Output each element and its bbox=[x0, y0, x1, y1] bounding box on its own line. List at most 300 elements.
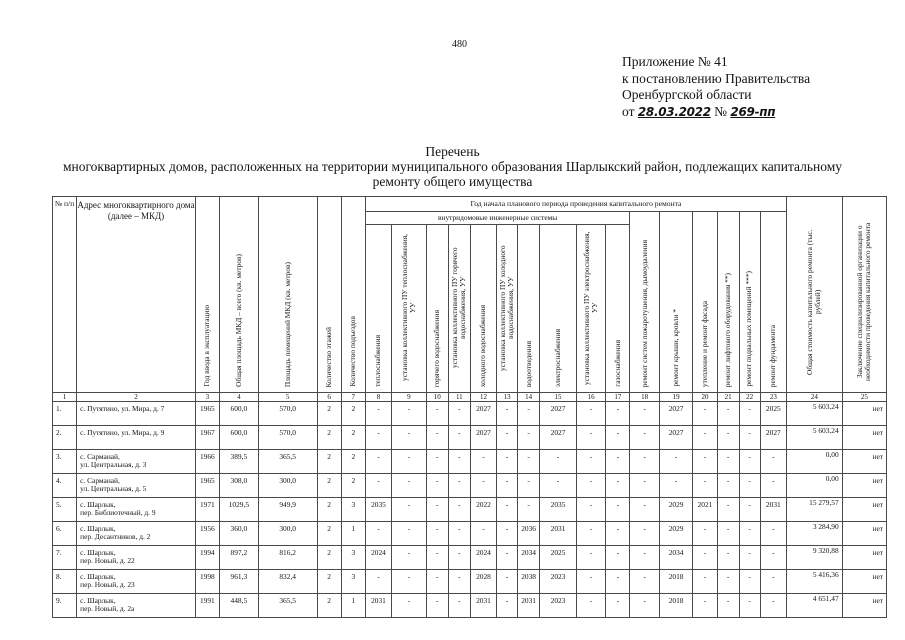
cell-c9: - bbox=[392, 594, 427, 618]
table-row bbox=[53, 498, 887, 522]
row-address bbox=[77, 474, 196, 498]
cell-c13: - bbox=[497, 498, 518, 522]
table-row bbox=[53, 594, 887, 618]
cell-premises: 300,0 bbox=[258, 522, 317, 546]
cell-c22: - bbox=[739, 570, 760, 594]
cell-c18: - bbox=[630, 402, 659, 426]
cell-c19: 2029 bbox=[659, 498, 693, 522]
header-foundation: ремонт фундамента bbox=[768, 324, 778, 387]
cell-c22: - bbox=[739, 522, 760, 546]
cell-year: 1991 bbox=[195, 594, 219, 618]
header-fire: ремонт систем пожаротушения, дымоудаления bbox=[639, 239, 649, 387]
header-pu-heat: установка коллективного ПУ теплоснабжения, УУ bbox=[399, 234, 417, 382]
header-internal-group: внутридомовые инженерные системы bbox=[365, 212, 630, 225]
cell-c17: - bbox=[606, 474, 630, 498]
cell-c12: - bbox=[470, 450, 496, 474]
cell-c10: - bbox=[426, 474, 448, 498]
row-total-cost: 4 651,47 bbox=[787, 594, 843, 618]
cell-total: 360,0 bbox=[219, 522, 258, 546]
cell-premises: 365,5 bbox=[258, 450, 317, 474]
cell-c18: - bbox=[630, 498, 659, 522]
cell-entr: 1 bbox=[341, 522, 365, 546]
cell-c22: - bbox=[739, 402, 760, 426]
cell-c18: - bbox=[630, 570, 659, 594]
header-premises-area: Площадь помещений МКД (кв. метров) bbox=[282, 261, 292, 387]
cell-c10: - bbox=[426, 522, 448, 546]
cell-c22: - bbox=[739, 474, 760, 498]
cell-c17: - bbox=[606, 450, 630, 474]
header-floors: Количество этажей bbox=[324, 326, 334, 387]
cell-total: 600,0 bbox=[219, 426, 258, 450]
cell-c12: 2022 bbox=[470, 498, 496, 522]
row-conclusion: нет bbox=[842, 594, 886, 618]
cell-c14: 2038 bbox=[518, 570, 540, 594]
cell-c21: - bbox=[717, 522, 739, 546]
cell-c11: - bbox=[448, 426, 470, 450]
cell-c16: - bbox=[576, 594, 605, 618]
cell-c15: 2023 bbox=[540, 594, 577, 618]
cell-c10: - bbox=[426, 426, 448, 450]
cell-c9: - bbox=[392, 402, 427, 426]
cell-premises: 816,2 bbox=[258, 546, 317, 570]
cell-c11: - bbox=[448, 498, 470, 522]
cell-c14: 2031 bbox=[518, 594, 540, 618]
row-total-cost: 15 279,57 bbox=[787, 498, 843, 522]
cell-c8: - bbox=[365, 402, 391, 426]
column-number: 15 bbox=[540, 393, 577, 402]
cell-c17: - bbox=[606, 594, 630, 618]
table-row bbox=[53, 474, 887, 498]
cell-c21: - bbox=[717, 426, 739, 450]
column-number: 22 bbox=[739, 393, 760, 402]
cell-c12: 2027 bbox=[470, 426, 496, 450]
cell-c15: - bbox=[540, 450, 577, 474]
cell-c9: - bbox=[392, 570, 427, 594]
row-address-line-1: с. Шарлык, bbox=[80, 524, 116, 534]
cell-floors: 2 bbox=[317, 498, 341, 522]
cell-c13: - bbox=[497, 570, 518, 594]
cell-c20: - bbox=[693, 594, 717, 618]
cell-c9: - bbox=[392, 546, 427, 570]
row-address-line-1: с. Сарманай, bbox=[80, 452, 120, 462]
cell-c22: - bbox=[739, 426, 760, 450]
cell-c18: - bbox=[630, 522, 659, 546]
cell-floors: 2 bbox=[317, 426, 341, 450]
cell-c10: - bbox=[426, 450, 448, 474]
cell-c18: - bbox=[630, 546, 659, 570]
cell-c17: - bbox=[606, 522, 630, 546]
column-number: 9 bbox=[392, 393, 427, 402]
header-conclusion: Заключение специализированной организации о необходимости проведения капитального ремонта bbox=[855, 222, 873, 382]
annex-block bbox=[622, 54, 810, 120]
cell-c12: - bbox=[470, 522, 496, 546]
cell-c13: - bbox=[497, 594, 518, 618]
cell-c21: - bbox=[717, 594, 739, 618]
cell-premises: 832,4 bbox=[258, 570, 317, 594]
cell-c20: - bbox=[693, 522, 717, 546]
row-address-line-2: пер. Библиотечный, д. 9 bbox=[80, 508, 156, 518]
table-body bbox=[53, 393, 887, 618]
cell-c21: - bbox=[717, 498, 739, 522]
cell-c20: 2021 bbox=[693, 498, 717, 522]
cell-c21: - bbox=[717, 402, 739, 426]
cell-c13: - bbox=[497, 522, 518, 546]
cell-c18: - bbox=[630, 594, 659, 618]
cell-c8: - bbox=[365, 570, 391, 594]
row-number: 4. bbox=[53, 474, 77, 498]
header-elevator: ремонт лифтового оборудования **) bbox=[722, 272, 732, 387]
cell-c16: - bbox=[576, 522, 605, 546]
cell-total: 1029,5 bbox=[219, 498, 258, 522]
header-plan-group: Год начала планового периода проведения капитального ремонта bbox=[365, 197, 786, 212]
cell-c11: - bbox=[448, 402, 470, 426]
row-total-cost: 5 603,24 bbox=[787, 402, 843, 426]
row-address bbox=[77, 426, 196, 450]
cell-c14: - bbox=[518, 426, 540, 450]
header-hot-water: горячего водоснабжения bbox=[432, 309, 442, 387]
cell-premises: 949,9 bbox=[258, 498, 317, 522]
header-total-area: Общая площадь МКД – всего (кв. метров) bbox=[233, 254, 243, 387]
row-address-line-2: ул. Центральная, д. 3 bbox=[80, 460, 147, 470]
cell-c11: - bbox=[448, 450, 470, 474]
cell-c23: 2027 bbox=[760, 426, 786, 450]
cell-c23: 2025 bbox=[760, 402, 786, 426]
cell-c23: - bbox=[760, 570, 786, 594]
row-total-cost: 5 416,36 bbox=[787, 570, 843, 594]
row-number: 6. bbox=[53, 522, 77, 546]
cell-c17: - bbox=[606, 570, 630, 594]
cell-c14: 2036 bbox=[518, 522, 540, 546]
cell-c8: 2035 bbox=[365, 498, 391, 522]
cell-entr: 2 bbox=[341, 474, 365, 498]
cell-c9: - bbox=[392, 498, 427, 522]
cell-entr: 2 bbox=[341, 426, 365, 450]
header-power: электроснабжения bbox=[552, 328, 562, 387]
header-heating: теплоснабжения bbox=[373, 335, 383, 387]
table-row bbox=[53, 570, 887, 594]
cell-c21: - bbox=[717, 570, 739, 594]
column-number: 1 bbox=[53, 393, 77, 402]
cell-c12: 2031 bbox=[470, 594, 496, 618]
cell-c19: - bbox=[659, 474, 693, 498]
row-address bbox=[77, 570, 196, 594]
annex-line-2: к постановлению Правительства bbox=[622, 70, 811, 86]
table-head bbox=[53, 197, 887, 393]
cell-c16: - bbox=[576, 426, 605, 450]
row-number: 1. bbox=[53, 402, 77, 426]
cell-floors: 2 bbox=[317, 594, 341, 618]
cell-c12: 2024 bbox=[470, 546, 496, 570]
cell-c17: - bbox=[606, 402, 630, 426]
cell-c22: - bbox=[739, 546, 760, 570]
document-title bbox=[0, 144, 905, 189]
header-cold-water: холодного водоснабжения bbox=[478, 304, 488, 387]
header-gas: газоснабжения bbox=[612, 340, 622, 387]
cell-c14: - bbox=[518, 498, 540, 522]
header-year-built: Год ввода в эксплуатацию bbox=[202, 305, 212, 387]
annex-number: 269-пп bbox=[730, 104, 776, 119]
column-number: 2 bbox=[77, 393, 196, 402]
cell-c22: - bbox=[739, 498, 760, 522]
header-basement: ремонт подвальных помещений ***) bbox=[744, 271, 754, 387]
row-address-line-1: с. Сарманай, bbox=[80, 476, 120, 486]
header-pu-hot: установка коллективного ПУ горячего водоснабжения, УУ bbox=[450, 247, 468, 369]
row-address-line-1: с. Шарлык, bbox=[80, 500, 116, 510]
row-address bbox=[77, 498, 196, 522]
cell-c23: - bbox=[760, 474, 786, 498]
row-number: 5. bbox=[53, 498, 77, 522]
column-numbers-row bbox=[53, 393, 887, 402]
row-total-cost: 0,00 bbox=[787, 474, 843, 498]
cell-c12: 2027 bbox=[470, 402, 496, 426]
cell-year: 1966 bbox=[195, 450, 219, 474]
cell-entr: 3 bbox=[341, 546, 365, 570]
cell-c11: - bbox=[448, 546, 470, 570]
cell-c16: - bbox=[576, 546, 605, 570]
row-address-line-2: пер. Новый, д. 23 bbox=[80, 580, 135, 590]
title-line-2: многоквартирных домов, расположенных на территории муниципального образования Шарлыкский район, подлежащих капитальному ремонту общего имущества bbox=[62, 159, 843, 189]
annex-prefix: от bbox=[622, 103, 635, 119]
header-roof: ремонт крыши, кровли * bbox=[671, 309, 680, 387]
row-conclusion: нет bbox=[842, 474, 886, 498]
table-row bbox=[53, 426, 887, 450]
header-entrances: Количество подъездов bbox=[348, 316, 358, 387]
cell-c12: 2028 bbox=[470, 570, 496, 594]
cell-c20: - bbox=[693, 570, 717, 594]
cell-c10: - bbox=[426, 402, 448, 426]
column-number: 21 bbox=[717, 393, 739, 402]
cell-total: 448,5 bbox=[219, 594, 258, 618]
cell-premises: 300,0 bbox=[258, 474, 317, 498]
header-num: № п/п bbox=[53, 197, 77, 393]
cell-year: 1956 bbox=[195, 522, 219, 546]
cell-c15: 2023 bbox=[540, 570, 577, 594]
row-address-line-1: с. Шарлык, bbox=[80, 572, 116, 582]
cell-c23: - bbox=[760, 522, 786, 546]
cell-c15: 2025 bbox=[540, 546, 577, 570]
cell-year: 1994 bbox=[195, 546, 219, 570]
cell-c15: 2027 bbox=[540, 426, 577, 450]
cell-c19: - bbox=[659, 450, 693, 474]
cell-total: 308,0 bbox=[219, 474, 258, 498]
row-number: 9. bbox=[53, 594, 77, 618]
cell-c20: - bbox=[693, 426, 717, 450]
cell-c16: - bbox=[576, 498, 605, 522]
cell-floors: 2 bbox=[317, 546, 341, 570]
cell-c10: - bbox=[426, 594, 448, 618]
cell-c15: 2027 bbox=[540, 402, 577, 426]
row-address-line-2: ул. Центральная, д. 5 bbox=[80, 484, 147, 494]
cell-c16: - bbox=[576, 402, 605, 426]
cell-entr: 3 bbox=[341, 498, 365, 522]
cell-c18: - bbox=[630, 426, 659, 450]
cell-c13: - bbox=[497, 474, 518, 498]
cell-c8: 2031 bbox=[365, 594, 391, 618]
cell-total: 897,2 bbox=[219, 546, 258, 570]
header-total-cost: Общая стоимость капитального ремонта (тыс. рублей) bbox=[805, 229, 823, 375]
cell-c12: - bbox=[470, 474, 496, 498]
column-number: 12 bbox=[470, 393, 496, 402]
cell-c14: 2034 bbox=[518, 546, 540, 570]
cell-c15: - bbox=[540, 474, 577, 498]
cell-c10: - bbox=[426, 498, 448, 522]
cell-c8: - bbox=[365, 474, 391, 498]
header-facade: утепление и ремонт фасада bbox=[699, 300, 709, 387]
row-total-cost: 5 603,24 bbox=[787, 426, 843, 450]
cell-c22: - bbox=[739, 594, 760, 618]
cell-c8: 2024 bbox=[365, 546, 391, 570]
cell-c8: - bbox=[365, 426, 391, 450]
cell-c20: - bbox=[693, 450, 717, 474]
buildings-table bbox=[52, 196, 887, 618]
cell-year: 1967 bbox=[195, 426, 219, 450]
row-address-line-2: пер. Новый, д. 2а bbox=[80, 604, 135, 614]
cell-c14: - bbox=[518, 402, 540, 426]
row-address-line-1: с. Шарлык, bbox=[80, 596, 116, 606]
table-row bbox=[53, 402, 887, 426]
cell-floors: 2 bbox=[317, 474, 341, 498]
column-number: 17 bbox=[606, 393, 630, 402]
row-total-cost: 9 320,88 bbox=[787, 546, 843, 570]
cell-c13: - bbox=[497, 450, 518, 474]
row-address bbox=[77, 546, 196, 570]
cell-c16: - bbox=[576, 474, 605, 498]
cell-c13: - bbox=[497, 546, 518, 570]
column-number: 11 bbox=[448, 393, 470, 402]
annex-number-sign: № bbox=[714, 103, 728, 119]
header-pu-cold: установка коллективного ПУ холодного водоснабжения, УУ bbox=[497, 245, 516, 371]
cell-year: 1965 bbox=[195, 402, 219, 426]
row-conclusion: нет bbox=[842, 546, 886, 570]
column-number: 8 bbox=[365, 393, 391, 402]
annex-line-4 bbox=[622, 104, 810, 121]
table-row bbox=[53, 522, 887, 546]
row-address-line-2: пер. Новый, д. 22 bbox=[80, 556, 135, 566]
cell-entr: 2 bbox=[341, 450, 365, 474]
row-conclusion: нет bbox=[842, 570, 886, 594]
column-number: 18 bbox=[630, 393, 659, 402]
row-conclusion: нет bbox=[842, 402, 886, 426]
row-number: 8. bbox=[53, 570, 77, 594]
cell-c19: 2027 bbox=[659, 402, 693, 426]
title-line-1: Перечень bbox=[425, 144, 480, 159]
cell-c20: - bbox=[693, 546, 717, 570]
row-total-cost: 3 284,90 bbox=[787, 522, 843, 546]
row-address bbox=[77, 594, 196, 618]
annex-date: 28.03.2022 bbox=[637, 104, 711, 119]
row-address-line-1: с. Путятино, ул. Мира, д. 7 bbox=[80, 404, 165, 414]
row-conclusion: нет bbox=[842, 522, 886, 546]
header-pu-power: установка коллективного ПУ электроснабжения, УУ bbox=[581, 231, 600, 385]
cell-c8: - bbox=[365, 522, 391, 546]
cell-c9: - bbox=[392, 426, 427, 450]
cell-c23: - bbox=[760, 450, 786, 474]
row-conclusion: нет bbox=[842, 450, 886, 474]
cell-c23: - bbox=[760, 546, 786, 570]
column-number: 10 bbox=[426, 393, 448, 402]
cell-c19: 2029 bbox=[659, 522, 693, 546]
row-address-line-2: пер. Десантников, д. 2 bbox=[80, 532, 151, 542]
cell-floors: 2 bbox=[317, 522, 341, 546]
column-number: 13 bbox=[497, 393, 518, 402]
row-address bbox=[77, 522, 196, 546]
table-row bbox=[53, 546, 887, 570]
cell-c10: - bbox=[426, 570, 448, 594]
cell-c9: - bbox=[392, 474, 427, 498]
cell-total: 961,3 bbox=[219, 570, 258, 594]
cell-c8: - bbox=[365, 450, 391, 474]
cell-c19: 2034 bbox=[659, 546, 693, 570]
cell-year: 1971 bbox=[195, 498, 219, 522]
cell-c16: - bbox=[576, 570, 605, 594]
row-conclusion: нет bbox=[842, 498, 886, 522]
cell-premises: 570,0 bbox=[258, 402, 317, 426]
cell-c19: 2018 bbox=[659, 570, 693, 594]
cell-premises: 365,5 bbox=[258, 594, 317, 618]
annex-line-1: Приложение № 41 bbox=[622, 54, 728, 69]
cell-entr: 3 bbox=[341, 570, 365, 594]
cell-c21: - bbox=[717, 474, 739, 498]
cell-premises: 570,0 bbox=[258, 426, 317, 450]
cell-c11: - bbox=[448, 522, 470, 546]
column-number: 14 bbox=[518, 393, 540, 402]
column-number: 19 bbox=[659, 393, 693, 402]
cell-c10: - bbox=[426, 546, 448, 570]
cell-total: 389,5 bbox=[219, 450, 258, 474]
cell-total: 600,0 bbox=[219, 402, 258, 426]
row-total-cost: 0,00 bbox=[787, 450, 843, 474]
cell-entr: 1 bbox=[341, 594, 365, 618]
row-address-line-1: с. Путятино, ул. Мира, д. 9 bbox=[80, 428, 165, 438]
row-number: 7. bbox=[53, 546, 77, 570]
row-address bbox=[77, 450, 196, 474]
cell-c18: - bbox=[630, 450, 659, 474]
cell-c19: 2027 bbox=[659, 426, 693, 450]
column-number: 5 bbox=[258, 393, 317, 402]
cell-c13: - bbox=[497, 426, 518, 450]
cell-floors: 2 bbox=[317, 450, 341, 474]
page-number: 480 bbox=[452, 39, 467, 50]
cell-c21: - bbox=[717, 546, 739, 570]
cell-c23: 2031 bbox=[760, 498, 786, 522]
cell-c15: 2031 bbox=[540, 522, 577, 546]
cell-year: 1998 bbox=[195, 570, 219, 594]
table-row bbox=[53, 450, 887, 474]
cell-c21: - bbox=[717, 450, 739, 474]
row-number: 3. bbox=[53, 450, 77, 474]
cell-c19: 2018 bbox=[659, 594, 693, 618]
cell-c20: - bbox=[693, 402, 717, 426]
row-number: 2. bbox=[53, 426, 77, 450]
row-address bbox=[77, 402, 196, 426]
cell-c9: - bbox=[392, 522, 427, 546]
column-number: 7 bbox=[341, 393, 365, 402]
column-number: 20 bbox=[693, 393, 717, 402]
cell-c11: - bbox=[448, 474, 470, 498]
column-number: 6 bbox=[317, 393, 341, 402]
cell-entr: 2 bbox=[341, 402, 365, 426]
cell-c14: - bbox=[518, 450, 540, 474]
column-number: 25 bbox=[842, 393, 886, 402]
cell-c13: - bbox=[497, 402, 518, 426]
cell-c22: - bbox=[739, 450, 760, 474]
cell-c14: - bbox=[518, 474, 540, 498]
cell-floors: 2 bbox=[317, 402, 341, 426]
cell-c17: - bbox=[606, 546, 630, 570]
annex-line-3: Оренбургской области bbox=[622, 87, 752, 102]
cell-year: 1965 bbox=[195, 474, 219, 498]
header-address: Адрес многоквартирного дома (далее – МКД) bbox=[77, 197, 196, 393]
